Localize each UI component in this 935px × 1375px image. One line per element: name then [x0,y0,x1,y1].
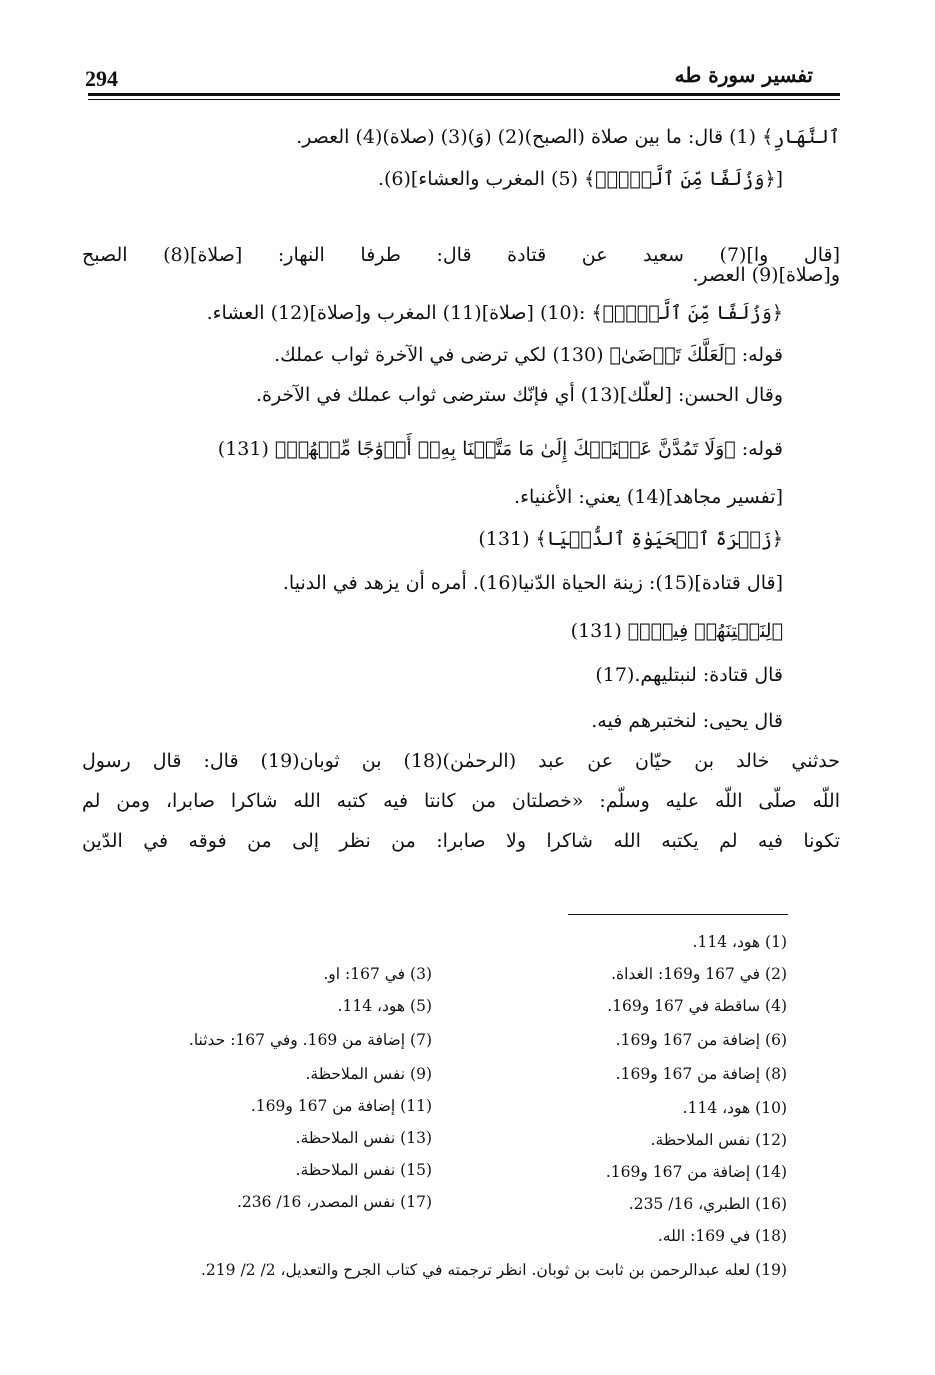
footnote: (5) هود، 114. [337,997,432,1015]
body-line: قوله: ﴿لَعَلَّكَ تَرۡضَىٰ﴾ (130) لكي ترضى في الآخرة ثواب عملك. [274,344,783,366]
footnote: (19) لعله عبدالرحمن بن ثابت بن ثوبان. انظر ترجمته في كتاب الجرح والتعديل، 2/ 2/ 219. [200,1261,787,1279]
footnote: (7) إضافة من 169. وفي 167: حدثنا. [188,1031,432,1049]
footnote: (4) ساقطة في 167 و169. [607,997,787,1015]
footnote: (1) هود، 114. [692,933,787,951]
body-line: ٱلنَّهَارِ﴾ (1) قال: ما بين صلاة (الصبح)(2) (وَ)(3) (صلاة)(4) العصر. [296,126,840,148]
header-rule-thin [88,99,840,100]
body-line: ﴿وَزُلَفًا مِّنَ ٱلَّيۡلِۚ﴾ :(10) [صلاة](11) المغرب و[صلاة](12) العشاء. [206,302,783,324]
body-line: [﴿وَزُلَفًا مِّنَ ٱلَّيۡلِۚ﴾ (5) المغرب والعشاء](6). [377,168,783,190]
footnote-rule [568,914,788,915]
footnote: (3) في 167: او. [323,965,432,983]
body-line: و[صلاة](9) العصر. [692,264,840,286]
footnote: (12) نفس الملاحظة. [650,1131,787,1149]
body-line: تكونا فيه لم يكتبه الله شاكرا ولا صابرا: من نظر إلى من فوقه في الدّين [82,830,840,852]
footnote: (6) إضافة من 167 و169. [615,1031,787,1049]
body-line: ﴿زَهۡرَةَ ٱلۡحَيَوٰةِ ٱلدُّنۡيَا﴾ (131) [478,528,783,550]
body-line: اللّه صلّى اللّه عليه وسلّم: «خصلتان من كانتا فيه كتبه الله شاكرا صابرا، ومن لم [82,790,840,812]
footnote: (17) نفس المصدر، 16/ 236. [236,1193,432,1211]
footnote: (10) هود، 114. [682,1099,787,1117]
body-line: وقال الحسن: [لعلّك](13) أي فإنّك سترضى ثواب عملك في الآخرة. [255,384,783,406]
footnote: (18) في 169: الله. [657,1227,787,1245]
body-line: ﴿لِنَفۡتِنَهُمۡ فِيهِۚ﴾ (131) [570,620,783,642]
body-line: حدثني خالد بن حيّان عن عبد (الرحمٰن)(18) بن ثوبان(19) قال: قال رسول [82,750,840,772]
header-rule [88,93,840,96]
footnote: (15) نفس الملاحظة. [295,1161,432,1179]
footnote: (9) نفس الملاحظة. [305,1065,432,1083]
body-line: [قال وا](7) سعيد عن قتادة قال: طرفا النهار: [صلاة](8) الصبح [82,244,840,266]
body-line: [تفسير مجاهد](14) يعني: الأغنياء. [514,486,783,508]
running-title: تفسير سورة طه [674,63,813,87]
footnote: (13) نفس الملاحظة. [295,1129,432,1147]
footnote: (2) في 167 و169: الغداة. [611,965,787,983]
footnote: (8) إضافة من 167 و169. [615,1065,787,1083]
body-line: قال قتادة: لنبتليهم.(17) [595,664,783,686]
footnote: (11) إضافة من 167 و169. [250,1097,432,1115]
body-line: [قال قتادة](15): زينة الحياة الدّنيا(16). أمره أن يزهد في الدنيا. [282,572,783,594]
body-line: قال يحيى: لنختبرهم فيه. [591,710,783,732]
body-line: قوله: ﴿وَلَا تَمُدَّنَّ عَيۡنَيۡكَ إِلَىٰ مَا مَتَّعۡنَا بِهِۦٓ أَزۡوَٰجًا مِّنۡهُمۡ﴾ (131) [217,438,783,460]
footnote: (16) الطبري، 16/ 235. [628,1195,787,1213]
footnote: (14) إضافة من 167 و169. [605,1163,787,1181]
page-number: 294 [85,66,118,91]
